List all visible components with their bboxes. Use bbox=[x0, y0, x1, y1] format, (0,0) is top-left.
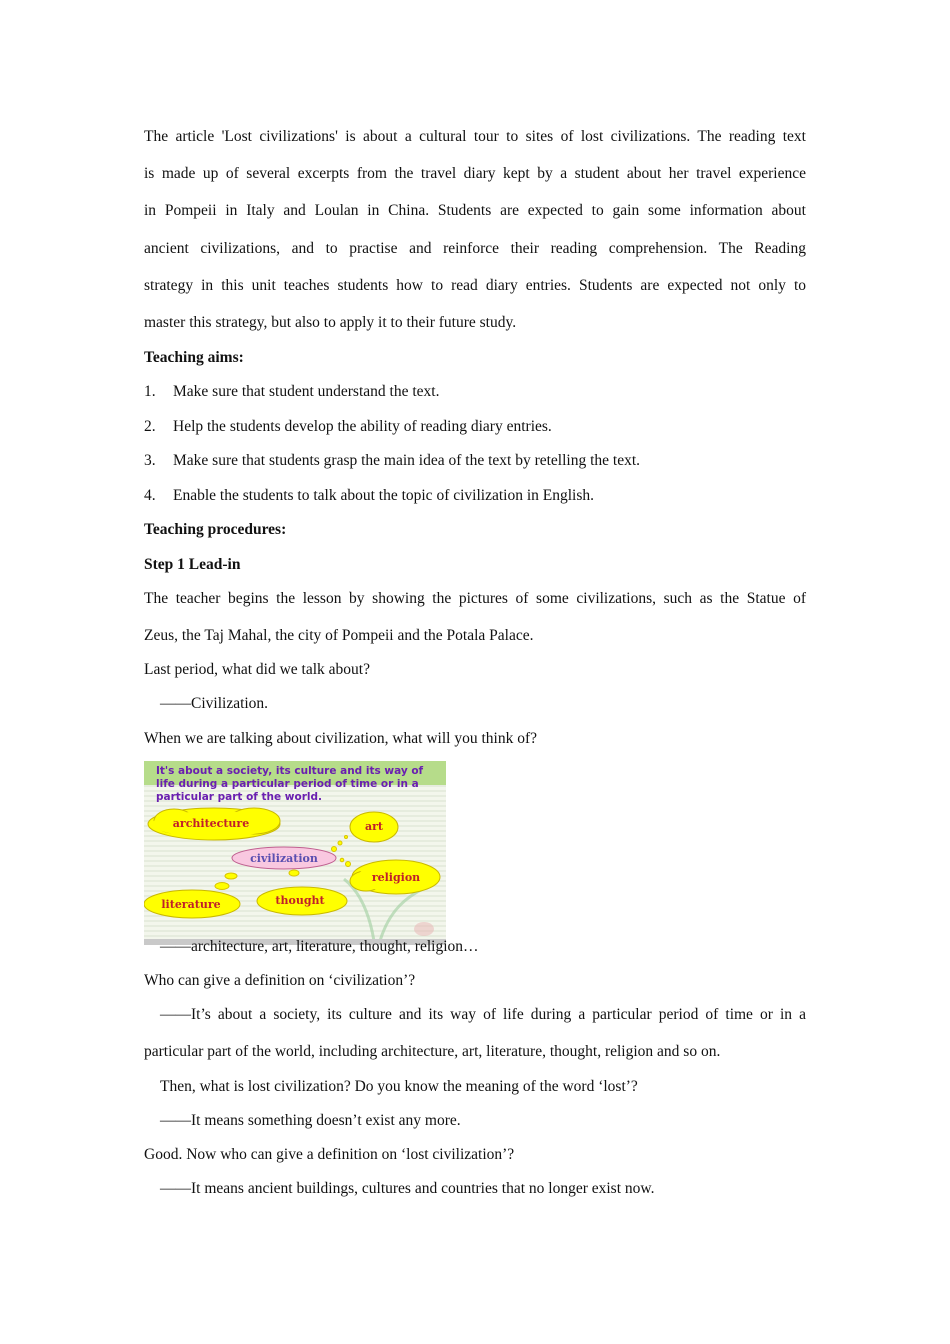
intro-line: ancient civilizations, and to practise and reinforce their reading comprehension. The Reading bbox=[144, 240, 806, 257]
bubble-architecture bbox=[148, 808, 280, 840]
bubble-thought bbox=[257, 887, 347, 915]
answer-line: particular part of the world, including architecture, art, literature, thought, religion and so on. bbox=[144, 1043, 721, 1060]
aim-number: 1. bbox=[144, 383, 156, 400]
aim-text: Make sure that students grasp the main idea of the text by retelling the text. bbox=[173, 452, 641, 469]
intro-line: in Pompeii in Italy and Loulan in China. Students are expected to gain some information about bbox=[144, 202, 806, 219]
aim-number: 2. bbox=[144, 418, 156, 435]
bubble-label: thought bbox=[275, 894, 325, 907]
aims-heading: Teaching aims: bbox=[144, 349, 244, 366]
intro-line: master this strategy, but also to apply it to their future study. bbox=[144, 314, 517, 331]
bubble-label: architecture bbox=[172, 817, 250, 830]
bubble-label: art bbox=[364, 820, 384, 833]
aim-item bbox=[144, 486, 594, 506]
answer-line: ——Civilization. bbox=[160, 695, 269, 712]
answer-line: ——architecture, art, literature, thought, religion… bbox=[160, 938, 479, 955]
step1-line: Zeus, the Taj Mahal, the city of Pompeii and the Potala Palace. bbox=[144, 627, 534, 644]
bubble-religion bbox=[350, 860, 440, 894]
definition-text: It's about a society, its culture and its way of life during a particular period of time or in a particular part of the world. bbox=[156, 765, 424, 803]
aim-item bbox=[144, 382, 439, 402]
step1-line: The teacher begins the lesson by showing the pictures of some civilizations, such as the Statue of bbox=[144, 590, 806, 607]
civilization-diagram bbox=[144, 761, 446, 945]
intro-line: The article 'Lost civilizations' is about a cultural tour to sites of lost civilizations. The reading text bbox=[144, 128, 806, 145]
answer-line: ——It’s about a society, its culture and its way of life during a particular period of time or in a bbox=[160, 1006, 806, 1023]
aim-item bbox=[144, 451, 640, 471]
aim-item bbox=[144, 417, 552, 437]
aim-text: Enable the students to talk about the topic of civilization in English. bbox=[173, 487, 594, 504]
step1-line: Last period, what did we talk about? bbox=[144, 661, 370, 678]
center-label: civilization bbox=[250, 852, 318, 865]
step1-heading: Step 1 Lead-in bbox=[144, 556, 241, 573]
question-line: Who can give a definition on ‘civilization’? bbox=[144, 972, 416, 989]
question-line: Then, what is lost civilization? Do you know the meaning of the word ‘lost’? bbox=[160, 1078, 638, 1095]
intro-line: strategy in this unit teaches students how to read diary entries. Students are expected not only to bbox=[144, 277, 806, 294]
aim-text: Help the students develop the ability of reading diary entries. bbox=[173, 418, 552, 435]
center-node bbox=[232, 847, 336, 869]
bubble-label: literature bbox=[161, 898, 221, 911]
aim-number: 3. bbox=[144, 452, 156, 469]
bubble-art bbox=[350, 812, 398, 842]
question-line: Good. Now who can give a definition on ‘lost civilization’? bbox=[144, 1146, 515, 1163]
diagram-svg bbox=[144, 761, 446, 945]
procedures-heading: Teaching procedures: bbox=[144, 521, 287, 538]
answer-line: ——It means something doesn’t exist any more. bbox=[160, 1112, 461, 1129]
aim-number: 4. bbox=[144, 487, 156, 504]
bubble-literature bbox=[144, 890, 240, 918]
answer-line: ——It means ancient buildings, cultures and countries that no longer exist now. bbox=[160, 1180, 655, 1197]
aim-text: Make sure that student understand the text. bbox=[173, 383, 440, 400]
bubble-label: religion bbox=[371, 871, 421, 884]
step1-line: When we are talking about civilization, what will you think of? bbox=[144, 730, 537, 747]
intro-line: is made up of several excerpts from the travel diary kept by a student about her travel experience bbox=[144, 165, 806, 182]
